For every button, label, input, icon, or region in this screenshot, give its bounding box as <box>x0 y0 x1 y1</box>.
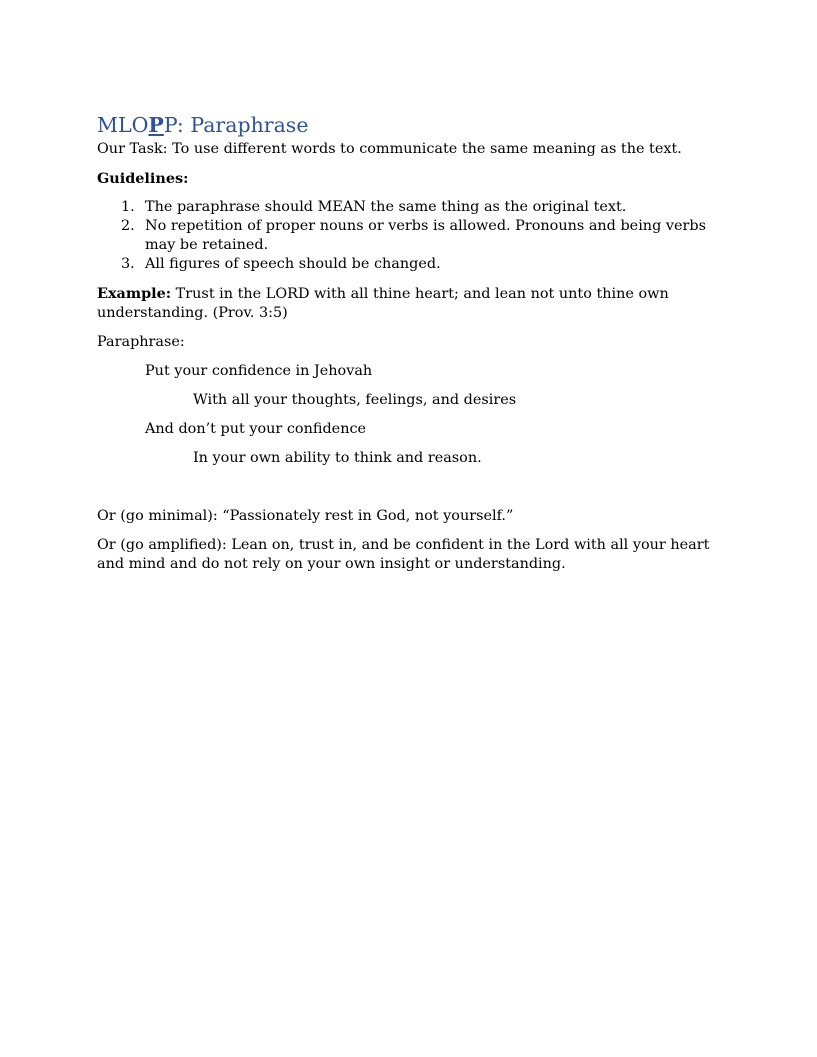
guideline-text: No repetition of proper nouns or verbs is allowed. Pronouns and being verbs may be retained. <box>145 218 706 253</box>
example-paragraph <box>97 284 727 323</box>
guideline-text: The paraphrase should MEAN the same thing as the original text. <box>145 199 627 215</box>
amplified-paraphrase: Or (go amplified): Lean on, trust in, and be confident in the Lord with all your heart and mind and do not rely on your own insight or understanding. <box>97 537 710 572</box>
paraphrase-label: Paraphrase: <box>97 334 185 350</box>
example-text: Trust in the LORD with all thine heart; and lean not unto thine own understanding. (Prov. 3:5) <box>97 286 669 321</box>
paraphrase-line: And don’t put your confidence <box>145 421 367 437</box>
document-title <box>97 112 727 138</box>
minimal-paraphrase: Or (go minimal): “Passionately rest in God, not yourself.” <box>97 508 514 524</box>
guideline-text: All figures of speech should be changed. <box>145 256 441 272</box>
paraphrase-line: Put your confidence in Jehovah <box>145 363 373 379</box>
task-statement: Our Task: To use different words to communicate the same meaning as the text. <box>97 141 682 157</box>
guideline-number: 1. <box>121 199 135 215</box>
guidelines-heading: Guidelines: <box>97 170 189 187</box>
example-label: Example: <box>97 285 172 302</box>
guideline-number: 2. <box>121 218 135 234</box>
guideline-number: 3. <box>121 256 135 272</box>
title-suffix: P: Paraphrase <box>163 113 309 137</box>
title-prefix: MLO <box>97 113 149 137</box>
guideline-item <box>97 255 727 274</box>
title-highlight: P <box>148 113 164 137</box>
paraphrase-line: With all your thoughts, feelings, and desires <box>193 392 517 408</box>
paraphrase-line: In your own ability to think and reason. <box>193 450 482 466</box>
blank-line <box>97 478 727 507</box>
document-page <box>97 112 727 584</box>
guideline-item <box>97 217 727 255</box>
guideline-item <box>97 198 727 217</box>
guidelines-list <box>97 198 727 274</box>
